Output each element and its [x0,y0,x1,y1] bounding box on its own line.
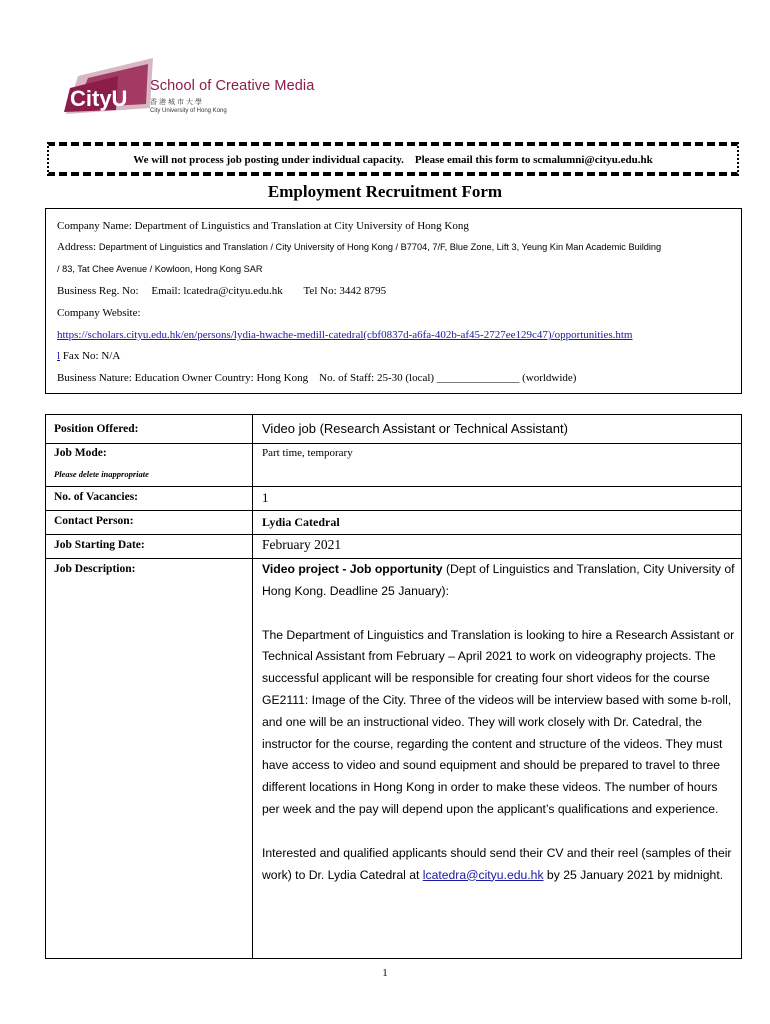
description-apply [262,843,736,887]
logo-brand-text: CityU [70,86,128,111]
website-link[interactable] [57,329,633,341]
logo-text [150,78,314,114]
fax-number: Fax No: N/A [60,350,121,362]
business-reg: Business Reg. No: [57,285,139,297]
job-mode-label: Job Mode: [54,447,107,459]
job-mode-value: Part time, temporary [262,447,353,459]
job-mode-note: Please delete inappropriate [54,469,149,479]
logo-school-name: School of Creative Media [150,78,315,94]
website-url-2[interactable]: l [57,350,61,362]
business-nature-line: Business Nature: Education Owner Country: Hong Kong No. of Staff: 25-30 (local) _______________ (worldwide) [57,372,577,384]
vacancies-value: 1 [262,490,269,505]
description-heading-rest: (Dept of Linguistics and Translation, City University of Hong Kong. Deadline 25 January): [262,562,735,598]
logo-english-name: City University of Hong Kong [150,108,227,114]
position-value: Video job (Research Assistant or Technical Assistant) [262,421,568,436]
notice-text: We will not process job posting under individual capacity. Please email this form to scmalumni@cityu.edu.hk [133,154,653,166]
apply-pre: Interested and qualified applicants should send their CV and their reel (samples of their work) to Dr. Lydia Catedral at [262,845,732,882]
address-label: Address: [57,241,97,253]
page-number: 1 [382,967,388,979]
description-body: The Department of Linguistics and Translation is looking to hire a Research Assistant or Technical Assistant from February – April 2021 to work on videography projects. The successful applicant will be responsible for creating four short videos for the course GE2111: Image of the City. Three of the videos will be interview based with some b-roll, and one will be an instructional video. They will work closely with Dr. Catedral, the instructor for the course, regarding the content and structure of the videos. They must have access to video and sound equipment and should be prepared to travel to three different locations in Hong Kong in order to make these videos. The number of hours per week and the pay will depend upon the applicant’s qualifications and experience. [262,627,735,816]
logo-chinese-name: 香港城市大學 [150,99,204,106]
start-date-label: Job Starting Date: [54,539,145,551]
job-description [262,559,736,886]
company-email: Email: lcatedra@cityu.edu.hk [151,285,283,297]
vacancies-label: No. of Vacancies: [54,491,139,503]
company-address [57,241,661,253]
business-reg-line [57,285,386,297]
apply-email-link[interactable]: lcatedra@cityu.edu.hk [422,867,544,882]
description-heading-bold: Video project - Job opportunity [262,562,443,576]
address-value-1: Department of Linguistics and Translation / City University of Hong Kong / B7704, 7/F, Blue Zone, Lift 3, Yeung Kin Man Academic Building [98,242,662,252]
position-label: Position Offered: [54,423,139,435]
website-url-1[interactable]: https://scholars.cityu.edu.hk/en/persons/lydia-hwache-medill-catedral(cbf0837d-a6fa-402b-af45-2727ee129c47)/opportunities.htm [57,329,633,341]
company-name: Company Name: Department of Linguistics and Translation at City University of Hong Kong [57,220,469,232]
form-title: Employment Recruitment Form [267,182,503,201]
start-date-value: February 2021 [262,537,342,552]
company-info-box [45,208,742,394]
notice-box [47,142,739,176]
contact-label: Contact Person: [54,515,134,527]
job-details-table [45,414,742,959]
apply-post: by 25 January 2021 by midnight. [543,867,724,882]
description-heading [262,559,736,603]
fax-line [57,350,120,362]
address-value-2: / 83, Tat Chee Avenue / Kowloon, Hong Kong SAR [57,264,263,274]
description-label: Job Description: [54,563,136,575]
website-label: Company Website: [57,307,141,319]
contact-value: Lydia Catedral [262,515,340,529]
company-tel: Tel No: 3442 8795 [303,285,387,297]
